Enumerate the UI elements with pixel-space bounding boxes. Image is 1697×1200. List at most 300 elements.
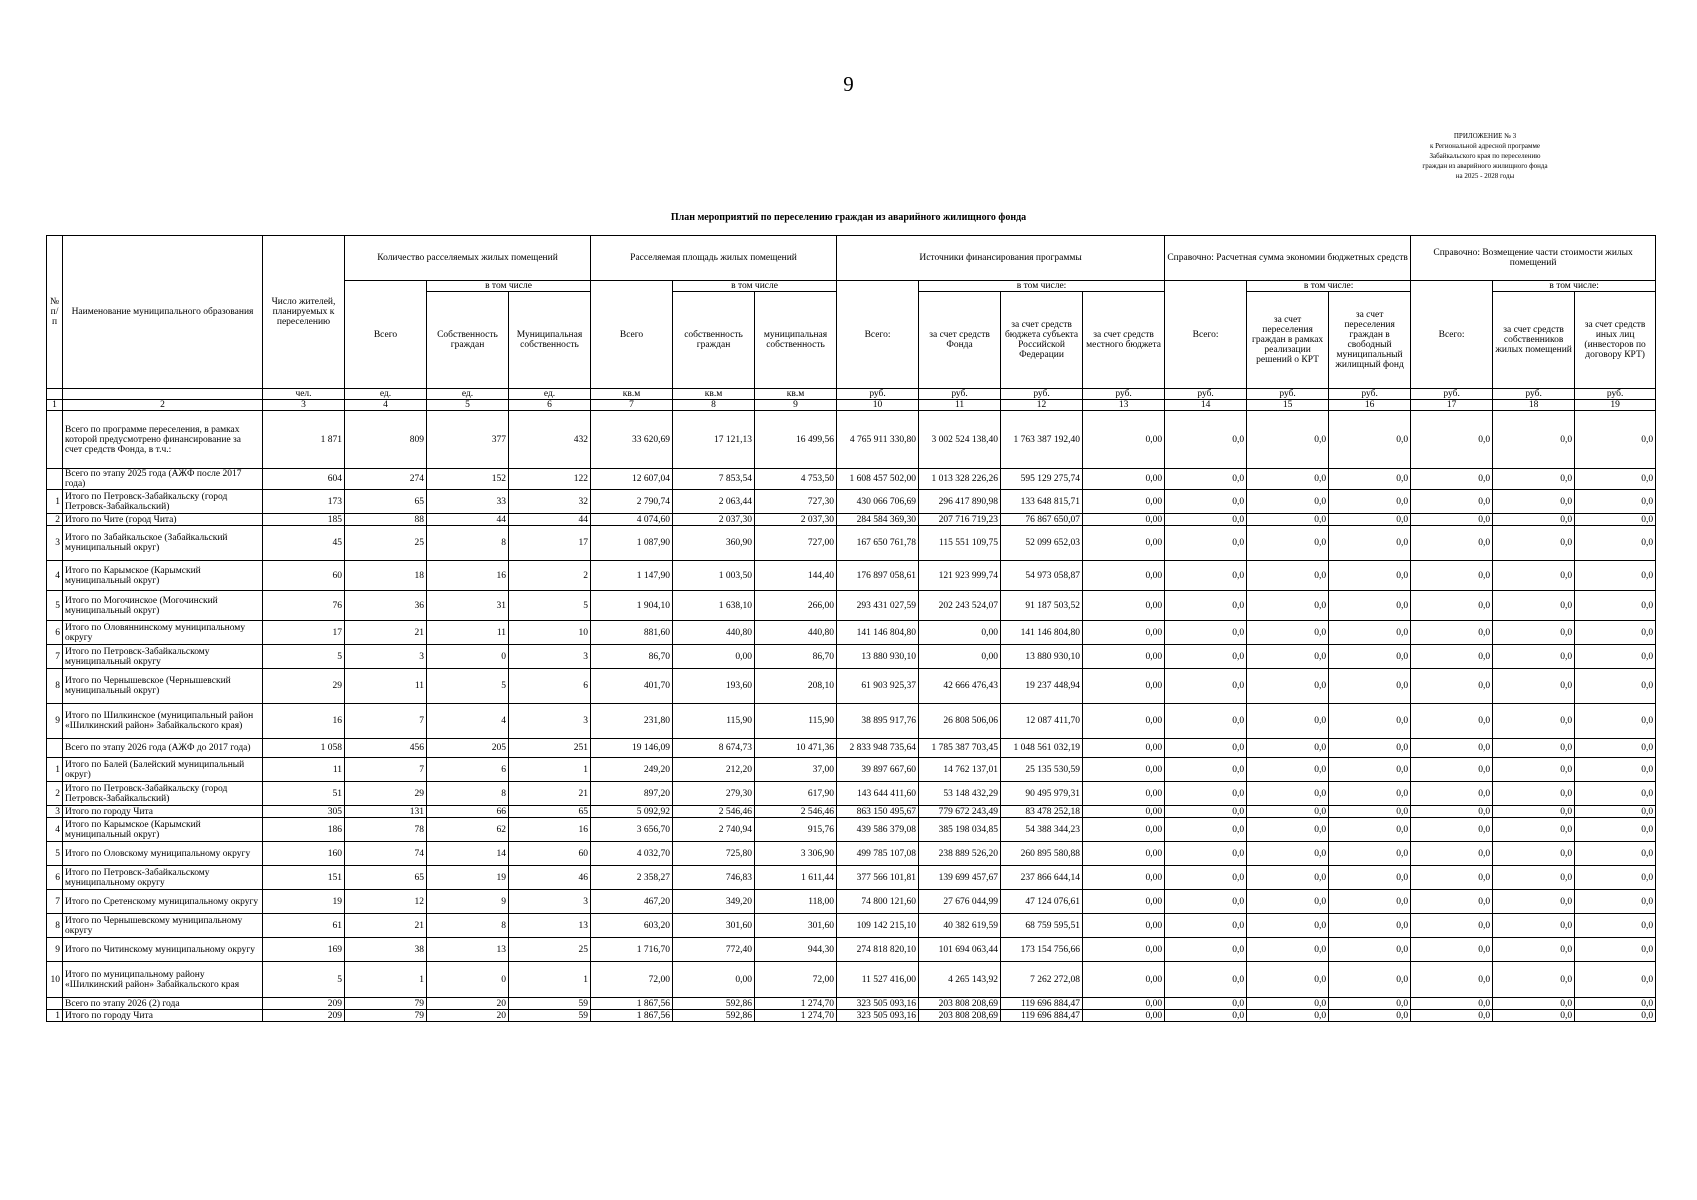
table-row <box>47 514 1656 526</box>
value-cell: 0,0 <box>1575 866 1656 890</box>
value-cell: 7 <box>345 704 427 739</box>
table-row <box>47 526 1656 561</box>
value-cell: 779 672 243,49 <box>919 806 1001 818</box>
value-cell: 0,0 <box>1493 758 1575 782</box>
value-cell: 0,0 <box>1247 782 1329 806</box>
unit-cell: ед. <box>427 389 509 400</box>
row-number: 9 <box>47 704 63 739</box>
value-cell: 0,0 <box>1575 818 1656 842</box>
header-col: за счет средств бюджета субъекта Российской Федерации <box>1001 292 1083 389</box>
value-cell: 31 <box>427 591 509 621</box>
value-cell: 8 <box>427 914 509 938</box>
value-cell: 0,0 <box>1329 645 1411 669</box>
value-cell: 293 431 027,59 <box>837 591 919 621</box>
header-residents: Число жителей, планируемых к переселению <box>263 236 345 389</box>
value-cell: 360,90 <box>673 526 755 561</box>
value-cell: 0,00 <box>673 962 755 998</box>
page-number: 9 <box>843 72 854 96</box>
value-cell: 2 790,74 <box>591 490 673 514</box>
value-cell: 0,0 <box>1493 514 1575 526</box>
value-cell: 205 <box>427 739 509 758</box>
value-cell: 440,80 <box>755 621 837 645</box>
value-cell: 52 099 652,03 <box>1001 526 1083 561</box>
value-cell: 0,0 <box>1411 806 1493 818</box>
value-cell: 0,00 <box>1083 758 1165 782</box>
value-cell: 19 <box>427 866 509 890</box>
value-cell: 432 <box>509 411 591 469</box>
value-cell: 772,40 <box>673 938 755 962</box>
value-cell: 0,0 <box>1493 490 1575 514</box>
value-cell: 54 388 344,23 <box>1001 818 1083 842</box>
value-cell: 1 785 387 703,45 <box>919 739 1001 758</box>
value-cell: 4 032,70 <box>591 842 673 866</box>
value-cell: 1 058 <box>263 739 345 758</box>
value-cell: 0,0 <box>1165 469 1247 490</box>
annex-caption <box>1370 131 1600 181</box>
value-cell: 76 <box>263 591 345 621</box>
value-cell: 13 880 930,10 <box>1001 645 1083 669</box>
value-cell: 202 243 524,07 <box>919 591 1001 621</box>
value-cell: 0,00 <box>919 645 1001 669</box>
value-cell: 2 358,27 <box>591 866 673 890</box>
table-row <box>47 818 1656 842</box>
value-cell: 11 <box>263 758 345 782</box>
value-cell: 0,0 <box>1575 890 1656 914</box>
table-row <box>47 1010 1656 1022</box>
header-name: Наименование муниципального образования <box>63 236 263 389</box>
value-cell: 595 129 275,74 <box>1001 469 1083 490</box>
value-cell: 266,00 <box>755 591 837 621</box>
column-number-cell: 2 <box>63 400 263 411</box>
value-cell: 274 818 820,10 <box>837 938 919 962</box>
value-cell: 160 <box>263 842 345 866</box>
header-including: в том числе: <box>1493 281 1656 292</box>
municipality-name: Итого по Сретенскому муниципальному округу <box>63 890 263 914</box>
value-cell: 0,0 <box>1493 842 1575 866</box>
value-cell: 7 262 272,08 <box>1001 962 1083 998</box>
value-cell: 0,0 <box>1329 1010 1411 1022</box>
value-cell: 603,20 <box>591 914 673 938</box>
value-cell: 40 382 619,59 <box>919 914 1001 938</box>
column-number-cell: 12 <box>1001 400 1083 411</box>
value-cell: 727,30 <box>755 490 837 514</box>
value-cell: 8 <box>427 526 509 561</box>
value-cell: 0,0 <box>1329 739 1411 758</box>
value-cell: 0,00 <box>673 645 755 669</box>
value-cell: 144,40 <box>755 561 837 591</box>
value-cell: 212,20 <box>673 758 755 782</box>
value-cell: 11 <box>345 669 427 704</box>
row-number: 2 <box>47 782 63 806</box>
table-row <box>47 621 1656 645</box>
value-cell: 0,0 <box>1493 782 1575 806</box>
value-cell: 0,0 <box>1575 704 1656 739</box>
value-cell: 456 <box>345 739 427 758</box>
unit-cell <box>47 389 63 400</box>
municipality-name: Итого по Чите (город Чита) <box>63 514 263 526</box>
value-cell: 0,0 <box>1247 490 1329 514</box>
value-cell: 65 <box>509 806 591 818</box>
value-cell: 8 <box>427 782 509 806</box>
value-cell: 0,0 <box>1329 411 1411 469</box>
value-cell: 12 <box>345 890 427 914</box>
unit-cell: ед. <box>345 389 427 400</box>
row-number: 10 <box>47 962 63 998</box>
value-cell: 0,0 <box>1165 866 1247 890</box>
value-cell: 12 087 411,70 <box>1001 704 1083 739</box>
value-cell: 0,00 <box>1083 938 1165 962</box>
value-cell: 0,00 <box>1083 806 1165 818</box>
value-cell: 284 584 369,30 <box>837 514 919 526</box>
value-cell: 122 <box>509 469 591 490</box>
value-cell: 12 607,04 <box>591 469 673 490</box>
value-cell: 604 <box>263 469 345 490</box>
unit-cell: руб. <box>1575 389 1656 400</box>
value-cell: 809 <box>345 411 427 469</box>
unit-cell: ед. <box>509 389 591 400</box>
municipality-name: Всего по этапу 2025 года (АЖФ после 2017 года) <box>63 469 263 490</box>
value-cell: 0,0 <box>1411 739 1493 758</box>
value-cell: 260 895 580,88 <box>1001 842 1083 866</box>
value-cell: 54 973 058,87 <box>1001 561 1083 591</box>
value-cell: 59 <box>509 1010 591 1022</box>
column-number-cell: 19 <box>1575 400 1656 411</box>
value-cell: 0,0 <box>1575 962 1656 998</box>
value-cell: 0,0 <box>1411 411 1493 469</box>
value-cell: 72,00 <box>755 962 837 998</box>
value-cell: 0,0 <box>1493 866 1575 890</box>
row-number: 8 <box>47 914 63 938</box>
value-cell: 38 <box>345 938 427 962</box>
value-cell: 0,0 <box>1247 1010 1329 1022</box>
value-cell: 0,0 <box>1329 621 1411 645</box>
value-cell: 0,0 <box>1329 591 1411 621</box>
value-cell: 0,00 <box>1083 914 1165 938</box>
value-cell: 0,0 <box>1247 645 1329 669</box>
column-number-cell: 11 <box>919 400 1001 411</box>
annex-line: к Региональной адресной программе <box>1429 142 1540 150</box>
header-including: в том числе: <box>919 281 1165 292</box>
value-cell: 1 904,10 <box>591 591 673 621</box>
value-cell: 0,00 <box>1083 962 1165 998</box>
value-cell: 0,0 <box>1411 962 1493 998</box>
value-cell: 14 762 137,01 <box>919 758 1001 782</box>
value-cell: 323 505 093,16 <box>837 1010 919 1022</box>
column-number-cell: 8 <box>673 400 755 411</box>
value-cell: 301,60 <box>755 914 837 938</box>
table-row <box>47 669 1656 704</box>
value-cell: 725,80 <box>673 842 755 866</box>
municipality-name: Итого по муниципальному району «Шилкинский район» Забайкальского края <box>63 962 263 998</box>
value-cell: 17 121,13 <box>673 411 755 469</box>
value-cell: 296 417 890,98 <box>919 490 1001 514</box>
value-cell: 167 650 761,78 <box>837 526 919 561</box>
value-cell: 0,0 <box>1411 526 1493 561</box>
value-cell: 727,00 <box>755 526 837 561</box>
header-col: Собственность граждан <box>427 292 509 389</box>
value-cell: 0,00 <box>1083 469 1165 490</box>
value-cell: 25 <box>345 526 427 561</box>
value-cell: 0,0 <box>1493 938 1575 962</box>
value-cell: 0,0 <box>1493 739 1575 758</box>
value-cell: 440,80 <box>673 621 755 645</box>
municipality-name: Итого по Оловскому муниципальному округу <box>63 842 263 866</box>
unit-cell: кв.м <box>755 389 837 400</box>
value-cell: 0,0 <box>1329 806 1411 818</box>
table-row <box>47 645 1656 669</box>
value-cell: 944,30 <box>755 938 837 962</box>
value-cell: 0,0 <box>1165 914 1247 938</box>
value-cell: 0,0 <box>1329 782 1411 806</box>
value-cell: 33 <box>427 490 509 514</box>
value-cell: 0,00 <box>1083 866 1165 890</box>
value-cell: 0,0 <box>1247 962 1329 998</box>
value-cell: 617,90 <box>755 782 837 806</box>
table-row <box>47 704 1656 739</box>
value-cell: 0,0 <box>1493 914 1575 938</box>
value-cell: 42 666 476,43 <box>919 669 1001 704</box>
value-cell: 0,0 <box>1493 806 1575 818</box>
unit-cell: кв.м <box>591 389 673 400</box>
header-col: за счет переселения граждан в свободный муниципальный жилищный фонд <box>1329 292 1411 389</box>
value-cell: 0,00 <box>1083 739 1165 758</box>
value-cell: 11 <box>427 621 509 645</box>
unit-cell: руб. <box>1329 389 1411 400</box>
value-cell: 3 656,70 <box>591 818 673 842</box>
value-cell: 2 063,44 <box>673 490 755 514</box>
value-cell: 19 146,09 <box>591 739 673 758</box>
value-cell: 0,0 <box>1165 806 1247 818</box>
value-cell: 0,0 <box>1493 526 1575 561</box>
value-cell: 1 048 561 032,19 <box>1001 739 1083 758</box>
header-group-area: Расселяемая площадь жилых помещений <box>591 236 837 281</box>
value-cell: 5 <box>427 669 509 704</box>
value-cell: 0,00 <box>919 621 1001 645</box>
value-cell: 0,0 <box>1575 938 1656 962</box>
municipality-name: Итого по Петровск-Забайкальску (город Петровск-Забайкальский) <box>63 490 263 514</box>
value-cell: 207 716 719,23 <box>919 514 1001 526</box>
table-row <box>47 806 1656 818</box>
unit-cell: руб. <box>1165 389 1247 400</box>
value-cell: 0,0 <box>1493 591 1575 621</box>
municipality-name: Итого по Оловяннинскому муниципальному округу <box>63 621 263 645</box>
value-cell: 83 478 252,18 <box>1001 806 1083 818</box>
value-cell: 8 674,73 <box>673 739 755 758</box>
value-cell: 0,0 <box>1247 621 1329 645</box>
value-cell: 349,20 <box>673 890 755 914</box>
value-cell: 151 <box>263 866 345 890</box>
value-cell: 0,0 <box>1493 962 1575 998</box>
value-cell: 7 <box>345 758 427 782</box>
table-row <box>47 782 1656 806</box>
value-cell: 0,0 <box>1165 490 1247 514</box>
value-cell: 21 <box>345 621 427 645</box>
value-cell: 2 546,46 <box>673 806 755 818</box>
value-cell: 72,00 <box>591 962 673 998</box>
value-cell: 176 897 058,61 <box>837 561 919 591</box>
row-number: 4 <box>47 818 63 842</box>
municipality-name: Итого по Читинскому муниципальному округу <box>63 938 263 962</box>
municipality-name: Итого по Карымское (Карымский муниципальный округ) <box>63 561 263 591</box>
value-cell: 0,0 <box>1247 411 1329 469</box>
header-including: в том числе <box>427 281 591 292</box>
value-cell: 78 <box>345 818 427 842</box>
value-cell: 0,0 <box>1411 818 1493 842</box>
value-cell: 4 265 143,92 <box>919 962 1001 998</box>
value-cell: 0,0 <box>1165 669 1247 704</box>
table-row <box>47 998 1656 1010</box>
value-cell: 0,0 <box>1165 890 1247 914</box>
value-cell: 0,00 <box>1083 818 1165 842</box>
row-number: 6 <box>47 866 63 890</box>
value-cell: 3 <box>509 704 591 739</box>
value-cell: 61 <box>263 914 345 938</box>
row-number: 3 <box>47 806 63 818</box>
value-cell: 0,0 <box>1329 514 1411 526</box>
unit-cell: руб. <box>1411 389 1493 400</box>
value-cell: 141 146 804,80 <box>837 621 919 645</box>
municipality-name: Итого по Петровск-Забайкальскому муниципальный округу <box>63 645 263 669</box>
value-cell: 0,0 <box>1575 645 1656 669</box>
value-cell: 439 586 379,08 <box>837 818 919 842</box>
value-cell: 0,0 <box>1411 669 1493 704</box>
value-cell: 251 <box>509 739 591 758</box>
value-cell: 6 <box>427 758 509 782</box>
value-cell: 0,00 <box>1083 890 1165 914</box>
value-cell: 6 <box>509 669 591 704</box>
value-cell: 2 546,46 <box>755 806 837 818</box>
value-cell: 279,30 <box>673 782 755 806</box>
value-cell: 0,0 <box>1329 490 1411 514</box>
value-cell: 301,60 <box>673 914 755 938</box>
units-row <box>47 389 1656 400</box>
value-cell: 0,00 <box>1083 645 1165 669</box>
value-cell: 0,00 <box>1083 669 1165 704</box>
value-cell: 274 <box>345 469 427 490</box>
value-cell: 0,0 <box>1247 704 1329 739</box>
value-cell: 0,0 <box>1493 645 1575 669</box>
column-number-cell: 15 <box>1247 400 1329 411</box>
municipality-name: Итого по городу Чита <box>63 806 263 818</box>
value-cell: 0,00 <box>1083 1010 1165 1022</box>
value-cell: 45 <box>263 526 345 561</box>
header-col: собственность граждан <box>673 292 755 389</box>
value-cell: 1 274,70 <box>755 1010 837 1022</box>
value-cell: 0,0 <box>1165 842 1247 866</box>
header-col: Муниципальная собственность <box>509 292 591 389</box>
table-row <box>47 758 1656 782</box>
value-cell: 1 871 <box>263 411 345 469</box>
value-cell: 139 699 457,67 <box>919 866 1001 890</box>
value-cell: 60 <box>509 842 591 866</box>
value-cell: 238 889 526,20 <box>919 842 1001 866</box>
column-number-cell: 6 <box>509 400 591 411</box>
value-cell: 881,60 <box>591 621 673 645</box>
municipality-name: Итого по городу Чита <box>63 1010 263 1022</box>
column-number-cell: 13 <box>1083 400 1165 411</box>
municipality-name: Итого по Петровск-Забайкальску (город Петровск-Забайкальский) <box>63 782 263 806</box>
column-number-cell: 5 <box>427 400 509 411</box>
value-cell: 430 066 706,69 <box>837 490 919 514</box>
header-no: № п/п <box>47 236 63 389</box>
value-cell: 0,0 <box>1575 914 1656 938</box>
value-cell: 90 495 979,31 <box>1001 782 1083 806</box>
value-cell: 2 037,30 <box>755 514 837 526</box>
value-cell: 0,0 <box>1165 526 1247 561</box>
value-cell: 0,00 <box>1083 514 1165 526</box>
value-cell: 0,0 <box>1329 469 1411 490</box>
value-cell: 0,0 <box>1329 669 1411 704</box>
value-cell: 467,20 <box>591 890 673 914</box>
value-cell: 0,0 <box>1329 704 1411 739</box>
value-cell: 37,00 <box>755 758 837 782</box>
value-cell: 186 <box>263 818 345 842</box>
header-col: муниципальная собственность <box>755 292 837 389</box>
row-number: 1 <box>47 490 63 514</box>
value-cell: 1 <box>509 758 591 782</box>
value-cell: 119 696 884,47 <box>1001 998 1083 1010</box>
value-cell: 66 <box>427 806 509 818</box>
value-cell: 0,0 <box>1493 998 1575 1010</box>
value-cell: 16 499,56 <box>755 411 837 469</box>
municipality-name: Итого по Чернышевскому муниципальному округу <box>63 914 263 938</box>
value-cell: 0,0 <box>1411 782 1493 806</box>
table-row <box>47 591 1656 621</box>
unit-cell: руб. <box>919 389 1001 400</box>
value-cell: 0,0 <box>1329 962 1411 998</box>
value-cell: 79 <box>345 1010 427 1022</box>
value-cell: 3 <box>509 645 591 669</box>
value-cell: 0,0 <box>1247 818 1329 842</box>
value-cell: 0,00 <box>1083 998 1165 1010</box>
value-cell: 0,0 <box>1165 704 1247 739</box>
unit-cell: руб. <box>1083 389 1165 400</box>
value-cell: 1 <box>345 962 427 998</box>
value-cell: 185 <box>263 514 345 526</box>
value-cell: 0,0 <box>1575 1010 1656 1022</box>
value-cell: 0,0 <box>1329 890 1411 914</box>
header-col: за счет средств собственников жилых помещений <box>1493 292 1575 389</box>
value-cell: 0,0 <box>1247 526 1329 561</box>
value-cell: 0,0 <box>1165 962 1247 998</box>
value-cell: 21 <box>345 914 427 938</box>
table-title: План мероприятий по переселению граждан из аварийного жилищного фонда <box>670 212 1027 223</box>
table-row <box>47 469 1656 490</box>
value-cell: 17 <box>509 526 591 561</box>
value-cell: 47 124 076,61 <box>1001 890 1083 914</box>
value-cell: 0,00 <box>1083 842 1165 866</box>
value-cell: 0,0 <box>1575 561 1656 591</box>
value-cell: 5 092,92 <box>591 806 673 818</box>
row-number <box>47 739 63 758</box>
value-cell: 1 638,10 <box>673 591 755 621</box>
value-cell: 91 187 503,52 <box>1001 591 1083 621</box>
value-cell: 1 274,70 <box>755 998 837 1010</box>
value-cell: 38 895 917,76 <box>837 704 919 739</box>
value-cell: 4 765 911 330,80 <box>837 411 919 469</box>
header-group-count: Количество расселяемых жилых помещений <box>345 236 591 281</box>
value-cell: 0,0 <box>1165 411 1247 469</box>
value-cell: 0,0 <box>1411 591 1493 621</box>
value-cell: 0,0 <box>1247 842 1329 866</box>
row-number: 2 <box>47 514 63 526</box>
value-cell: 0,0 <box>1247 514 1329 526</box>
header-col: Всего <box>345 281 427 389</box>
value-cell: 863 150 495,67 <box>837 806 919 818</box>
value-cell: 0,0 <box>1329 561 1411 591</box>
value-cell: 0,0 <box>1493 1010 1575 1022</box>
row-number: 8 <box>47 669 63 704</box>
